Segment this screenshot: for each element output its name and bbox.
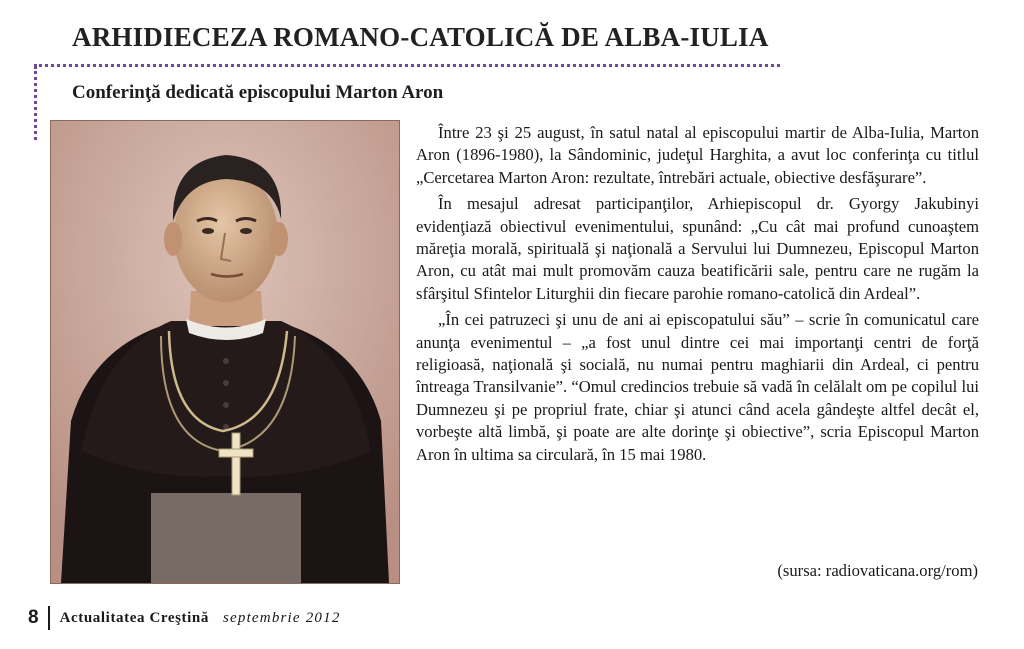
footer-divider — [48, 606, 50, 630]
magazine-name: Actualitatea Creştină — [59, 609, 209, 626]
article-source: (sursa: radiovaticana.org/rom) — [777, 561, 978, 580]
dotted-rule-vertical — [34, 66, 37, 140]
article-title: Conferinţă dedicată episcopului Marton Aron — [72, 82, 444, 103]
page-number: 8 — [28, 607, 39, 628]
section-header: ARHIDIECEZA ROMANO-CATOLICĂ DE ALBA-IULIA — [72, 22, 769, 52]
page-footer — [28, 605, 341, 631]
article-paragraph: „În cei patruzeci şi unu de ani ai episcopatului său” – scrie în comunicatul care anunţa evenimentul – „a fost unul dintre cei mai importanţi centri de forţă religioasă, naţională şi socială, nu numai pentru maghiarii din Ardeal, ci pentru întreaga Transilvanie”. “Omul credincios trebuie să vadă în celălalt om pe copilul lui Dumnezeu şi pe propriul frate, chiar şi atunci când acela gândeşte altfel decât el, vorbeşte altă limbă, şi poate are alte dorinţe şi obiective”, scria Episcopul Marton Aron în ultima sa circulară, în 15 mai 1980. — [416, 310, 979, 464]
article-body — [416, 122, 979, 470]
dotted-rule-horizontal — [34, 64, 780, 67]
article-paragraph: Între 23 şi 25 august, în satul natal al episcopului martir de Alba-Iulia, Marton Aron (1896-1980), la Sândominic, judeţul Harghita, a avut loc conferinţa cu titlul „Cercetarea Marton Aron: rezultate, întrebări actuale, obiective desfăşurare”. — [416, 123, 979, 187]
issue-date: septembrie 2012 — [222, 609, 341, 626]
article-paragraph: În mesajul adresat participanţilor, Arhiepiscopul dr. Gyorgy Jakubinyi evidenţiază obiectivul evenimentului, spunând: „Cu cât mai profund cunoaştem măreţia morală, spirituală şi naţională a Servului lui Dumnezeu, Episcopul Marton Aron, cu atât mai mult promovăm cauza beatificării sale, pentru care ne rugăm la sfârşitul Sfintelor Liturghii din fiecare parohie romano-catolică din Ardeal”. — [416, 194, 979, 303]
bishop-portrait-photo — [50, 120, 400, 584]
